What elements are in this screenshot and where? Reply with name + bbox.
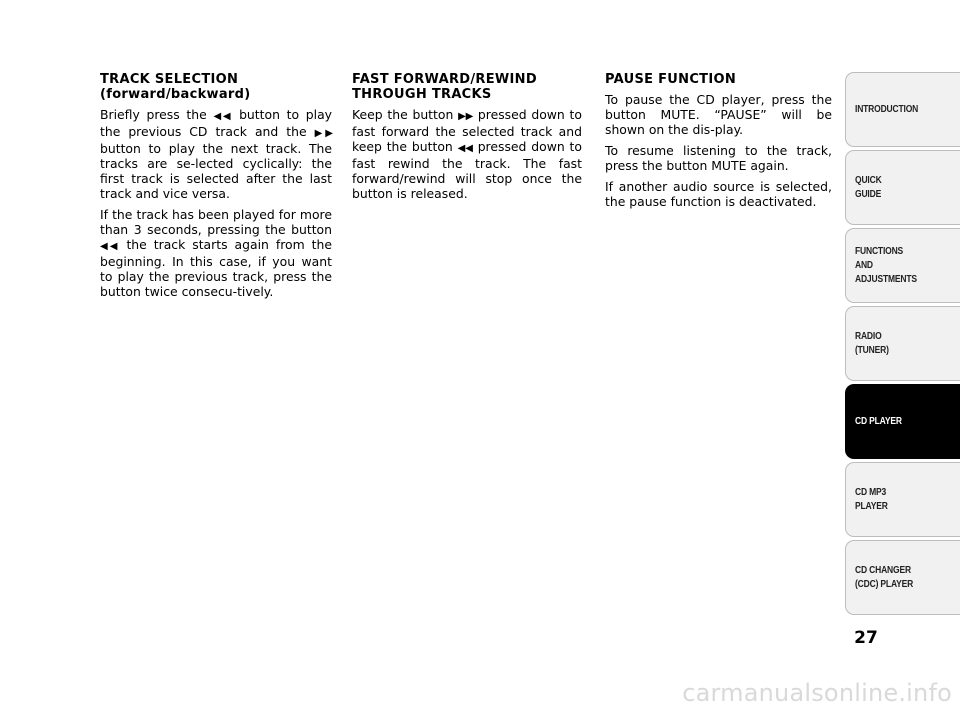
text-segment: button to play the next track. The tracks are se-lected cyclically: the first track is selected after the last track and vice versa. bbox=[100, 141, 332, 201]
text-segment: pressed down to fast rewind the track. The fast forward/rewind will stop once the button is released. bbox=[352, 139, 582, 201]
track-selection-paragraph-2 bbox=[100, 207, 332, 299]
previous-track-icon: ◀◀ bbox=[100, 241, 120, 252]
page-number: 27 bbox=[854, 628, 878, 648]
tab-label: CD PLAYER bbox=[855, 415, 902, 427]
fast-forward-rewind-heading bbox=[352, 72, 582, 102]
tab-label: RADIO (TUNER) bbox=[855, 330, 889, 356]
previous-track-icon: ◀◀ bbox=[213, 111, 233, 122]
text-segment: pressed down to fast forward the selected track and keep the button bbox=[352, 107, 582, 154]
heading-line-1: TRACK SELECTION bbox=[100, 72, 239, 87]
heading-line-1: FAST FORWARD/REWIND bbox=[352, 72, 537, 87]
track-selection-paragraph-1 bbox=[100, 107, 332, 201]
tab-radio-tuner[interactable] bbox=[845, 306, 960, 381]
tab-label: FUNCTIONS AND ADJUSTMENTS bbox=[855, 245, 917, 285]
fast-forward-rewind-paragraph bbox=[352, 107, 582, 201]
fast-forward-rewind-column bbox=[352, 72, 582, 207]
heading-line-2: (forward/backward) bbox=[100, 87, 251, 102]
tab-cd-player[interactable] bbox=[845, 384, 960, 459]
pause-paragraph-2: To resume listening to the track, press the button MUTE again. bbox=[605, 143, 832, 173]
text-segment: Briefly press the bbox=[100, 107, 207, 122]
tab-introduction[interactable] bbox=[845, 72, 960, 147]
text-segment: button to play the previous CD track and the bbox=[100, 107, 332, 139]
text-segment: Keep the button bbox=[352, 107, 454, 122]
tab-label: QUICK GUIDE bbox=[855, 174, 882, 200]
section-tabs bbox=[845, 72, 960, 618]
track-selection-heading bbox=[100, 72, 332, 102]
text-segment: the track starts again from the beginning. In this case, if you want to play the previous track, press the button twice consecu-tively. bbox=[100, 237, 332, 299]
rewind-icon: ◀◀ bbox=[457, 143, 473, 154]
tab-cd-mp3-player[interactable] bbox=[845, 462, 960, 537]
track-selection-column bbox=[100, 72, 332, 305]
tab-cd-changer-player[interactable] bbox=[845, 540, 960, 615]
pause-paragraph-1: To pause the CD player, press the button MUTE. “PAUSE” will be shown on the dis-play. bbox=[605, 92, 832, 137]
pause-paragraph-3: If another audio source is selected, the pause function is deactivated. bbox=[605, 179, 832, 209]
tab-label: CD MP3 PLAYER bbox=[855, 486, 888, 512]
watermark: carmanualsonline.info bbox=[682, 679, 952, 707]
heading-line-2: THROUGH TRACKS bbox=[352, 87, 492, 102]
pause-function-column bbox=[605, 72, 832, 215]
tab-label: INTRODUCTION bbox=[855, 103, 919, 115]
next-track-icon: ▶▶ bbox=[314, 128, 332, 139]
tab-label: CD CHANGER (CDC) PLAYER bbox=[855, 564, 914, 590]
text-segment: If the track has been played for more than 3 seconds, pressing the button bbox=[100, 207, 332, 237]
fast-forward-icon: ▶▶ bbox=[458, 111, 474, 122]
tab-quick-guide[interactable] bbox=[845, 150, 960, 225]
pause-function-heading: PAUSE FUNCTION bbox=[605, 72, 737, 87]
tab-functions-and-adjustments[interactable] bbox=[845, 228, 960, 303]
